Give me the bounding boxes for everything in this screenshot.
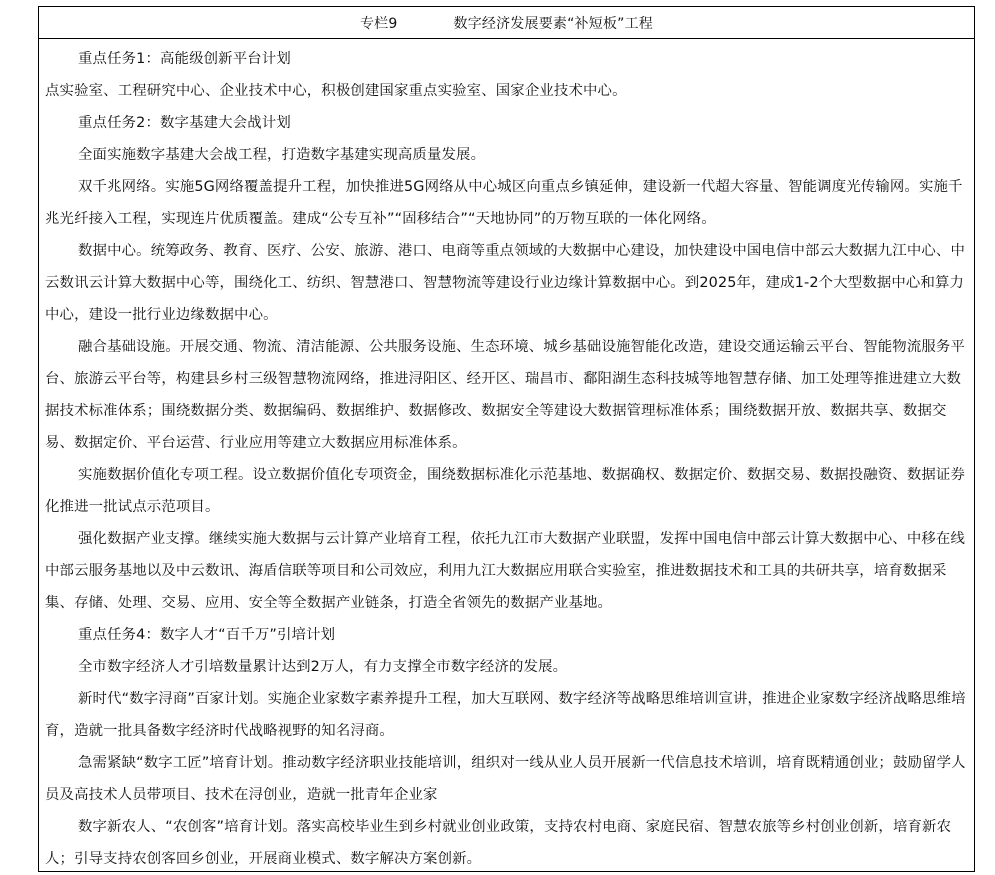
task-heading: 重点任务2：数字基建大会战计划 bbox=[78, 115, 291, 131]
paragraph: 全面实施数字基建大会战工程，打造数字基建实现高质量发展。 bbox=[78, 147, 486, 163]
column-box bbox=[38, 6, 975, 872]
column-header bbox=[39, 7, 974, 39]
paragraph: 点实验室、工程研究中心、企业技术中心，积极创建国家重点实验室、国家企业技术中心。 bbox=[45, 83, 627, 99]
paragraph: 数字新农人、“农创客”培育计划。落实高校毕业生到乡村就业创业政策，支持农村电商、家庭民宿、智慧农旅等乡村创业创新，培育新农人；引导支持农创客回乡创业，开展商业模式、数字解决方案创新。 bbox=[45, 819, 952, 867]
column-content bbox=[39, 39, 974, 872]
paragraph: 实施数据价值化专项工程。设立数据价值化专项资金，围绕数据标准化示范基地、数据确权、数据定价、数据交易、数据投融资、数据证券化推进一批试点示范项目。 bbox=[45, 467, 965, 515]
paragraph: 全市数字经济人才引培数量累计达到2万人，有力支撑全市数字经济的发展。 bbox=[78, 659, 568, 675]
task-heading: 重点任务1：高能级创新平台计划 bbox=[78, 51, 291, 67]
paragraph: 新时代“数字浔商”百家计划。实施企业家数字素养提升工程，加大互联网、数字经济等战略思维培训宣讲，推进企业家数字经济战略思维培育，造就一批具备数字经济时代战略视野的知名浔商。 bbox=[45, 691, 966, 739]
column-label: 专栏9 bbox=[359, 15, 398, 32]
paragraph: 急需紧缺“数字工匠”培育计划。推动数字经济职业技能培训，组织对一线从业人员开展新一代信息技术培训，培育既精通创业；鼓励留学人员及高技术人员带项目、技术在浔创业，造就一批青年企业家 bbox=[45, 755, 966, 803]
paragraph: 融合基础设施。开展交通、物流、清洁能源、公共服务设施、生态环境、城乡基础设施智能化改造，建设交通运输云平台、智能物流服务平台、旅游云平台等，构建县乡村三级智慧物流网络，推进浔阳区、经开区、瑞昌市、鄱阳湖生态科技城等地智慧存储、加工处理等推进建立大数据技术标准体系；围绕数据分类、数据编码、数据维护、数据修改、数据安全等建设大数据管理标准体系；围绕数据开放、数据共享、数据交易、数据定价、平台运营、行业应用等建立大数据应用标准体系。 bbox=[45, 339, 965, 451]
paragraph: 强化数据产业支撑。继续实施大数据与云计算产业培育工程，依托九江市大数据产业联盟，发挥中国电信中部云计算大数据中心、中移在线中部云服务基地以及中云数讯、海盾信联等项目和公司效应，利用九江大数据应用联合实验室，推进数据技术和工具的共研共享，培育数据采集、存储、处理、交易、应用、安全等全数据产业链条，打造全省领先的数据产业基地。 bbox=[45, 531, 965, 611]
paragraph: 数据中心。统筹政务、教育、医疗、公安、旅游、港口、电商等重点领域的大数据中心建设，加快建设中国电信中部云大数据九江中心、中云数讯云计算大数据中心等，围绕化工、纺织、智慧港口、智慧物流等建设行业边缘计算数据中心。到2025年，建成1-2个大型数据中心和算力中心，建设一批行业边缘数据中心。 bbox=[45, 243, 965, 323]
column-title: 数字经济发展要素“补短板”工程 bbox=[453, 15, 654, 32]
paragraph: 双千兆网络。实施5G网络覆盖提升工程，加快推进5G网络从中心城区向重点乡镇延伸，建设新一代超大容量、智能调度光传输网。实施千兆光纤接入工程，实现连片优质覆盖。建成“公专互补”“固移结合”“天地协同”的万物互联的一体化网络。 bbox=[45, 179, 963, 227]
task-heading: 重点任务4：数字人才“百千万”引培计划 bbox=[78, 627, 336, 643]
